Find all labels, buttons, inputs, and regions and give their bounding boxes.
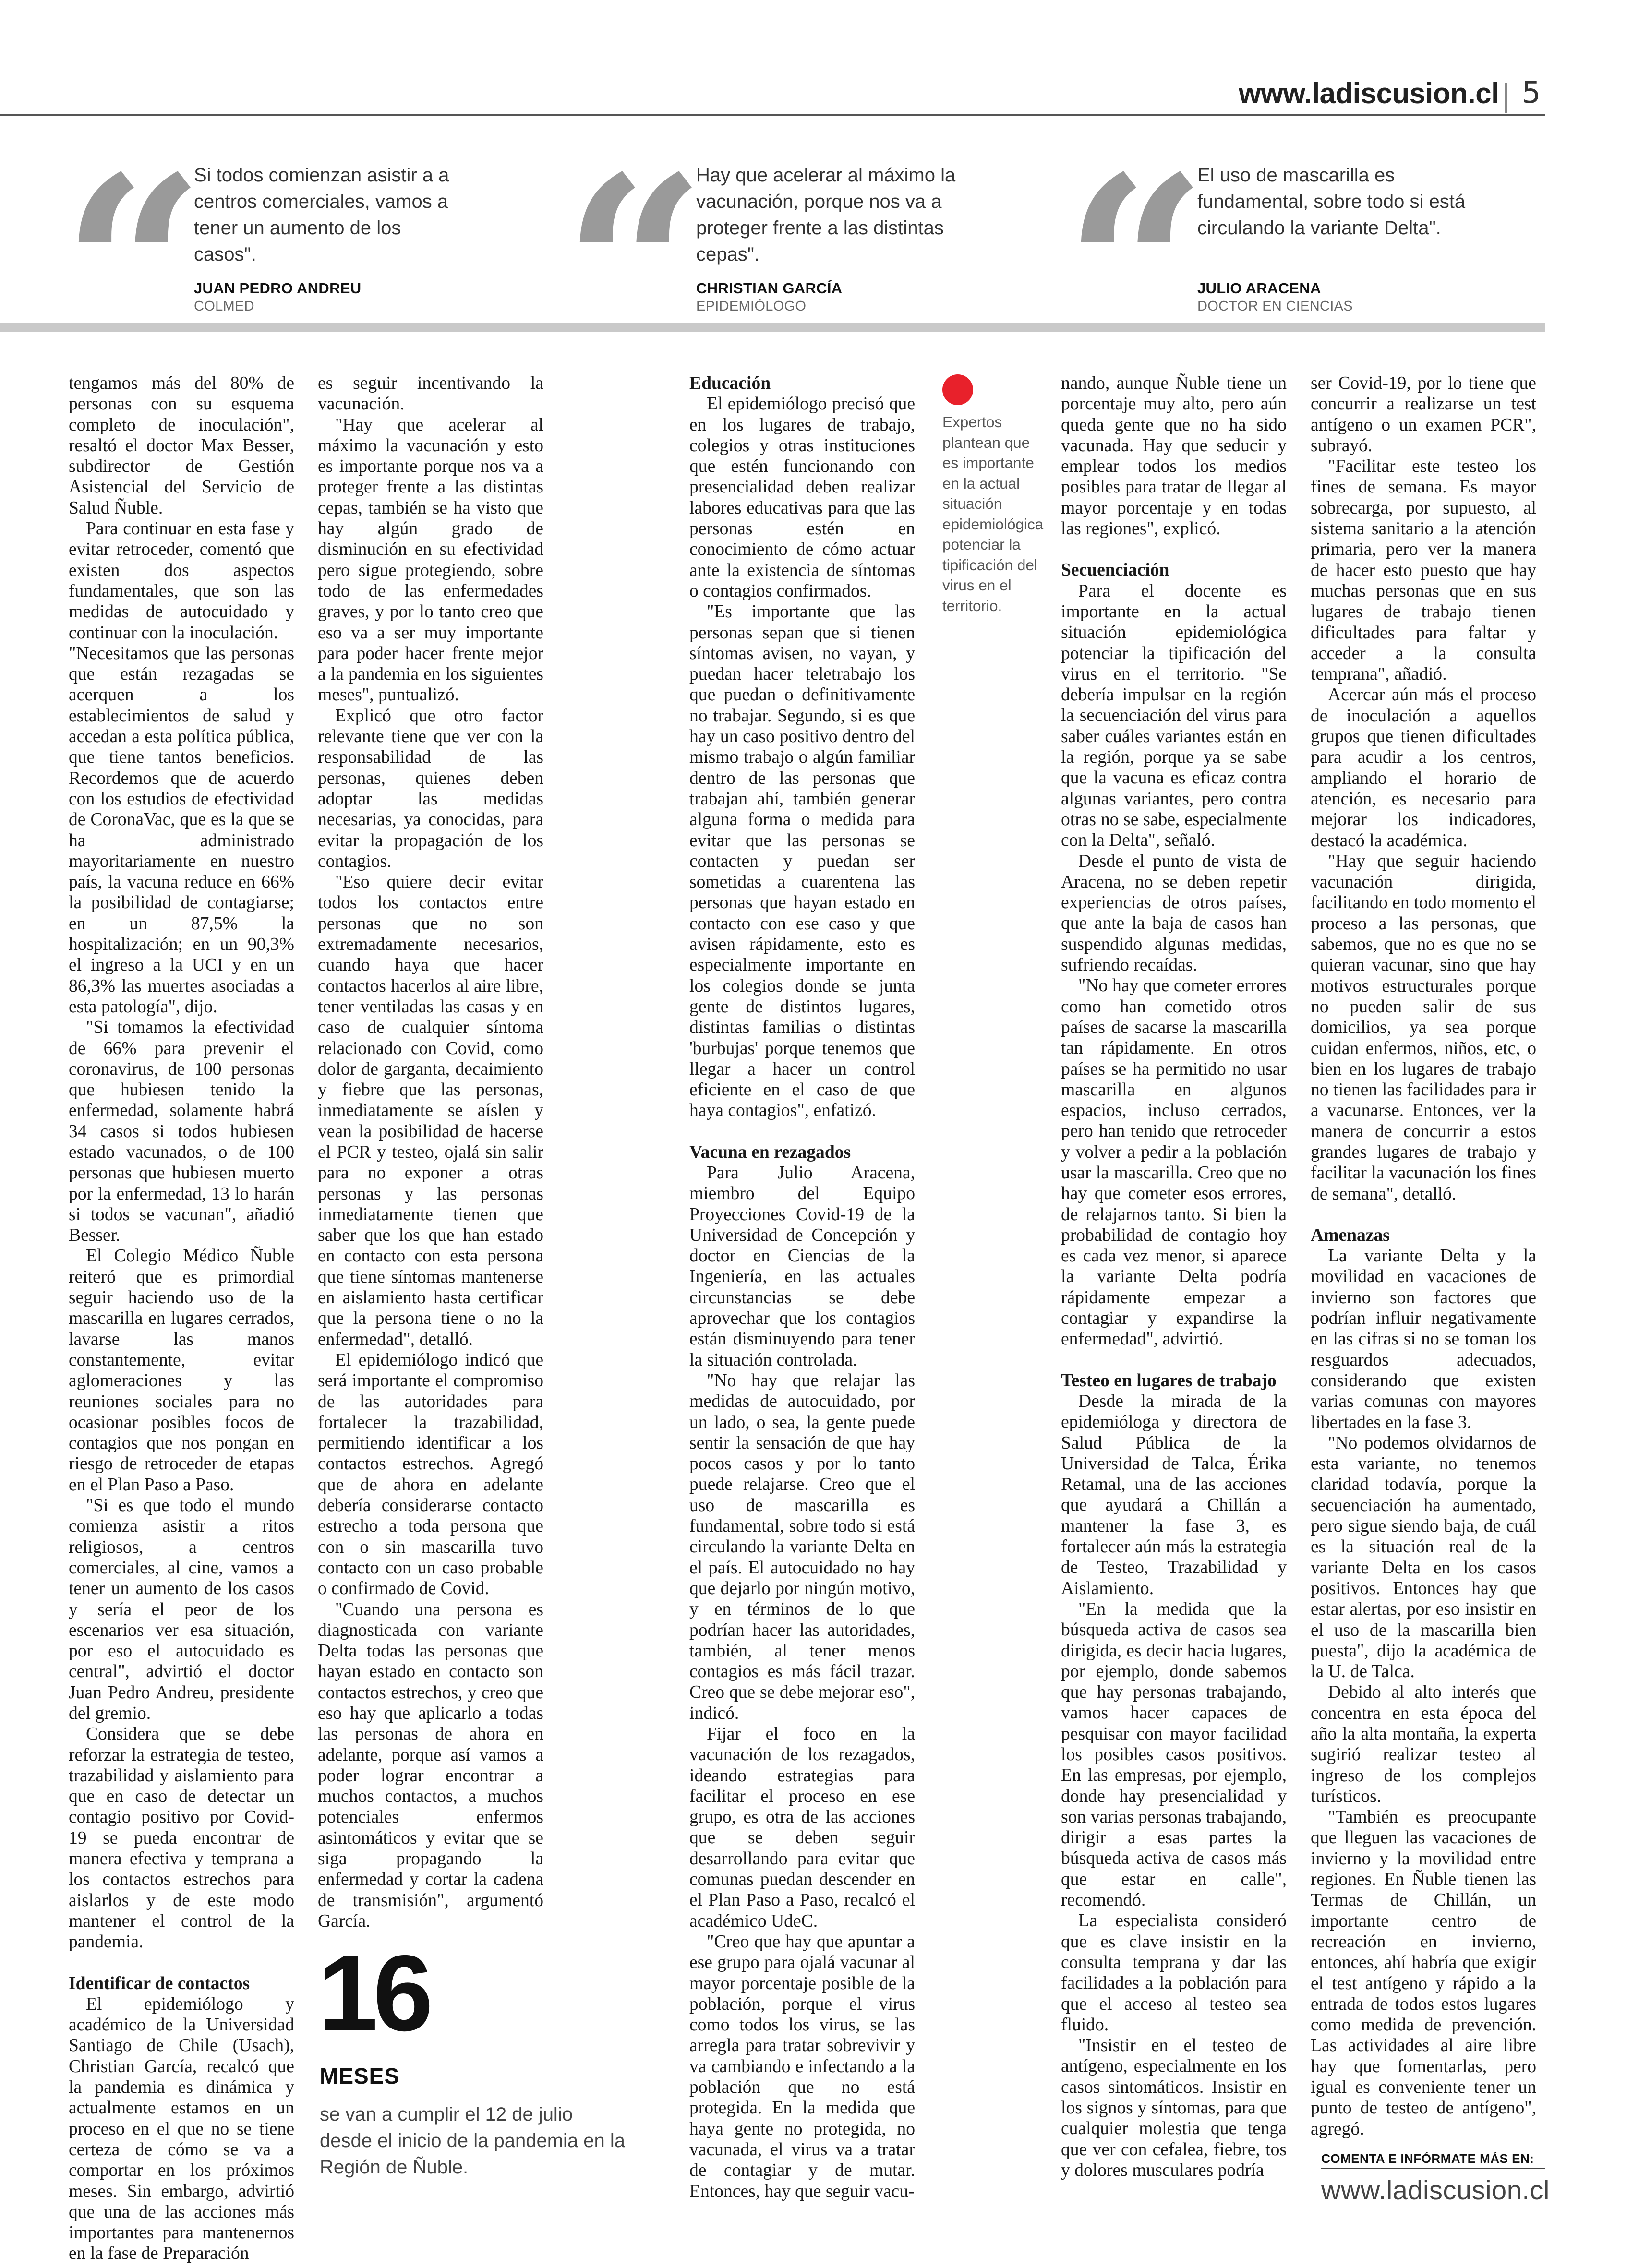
page-number: 5	[1522, 75, 1541, 110]
quote-mark-icon	[1064, 144, 1207, 269]
quote-mark-icon	[61, 144, 205, 269]
footer-label: COMENTA E INFÓRMATE MÁS EN:	[1321, 2151, 1534, 2166]
section-heading: Educación	[689, 373, 771, 393]
header-separator	[1505, 83, 1507, 113]
quote-3-role: DOCTOR EN CIENCIAS	[1197, 299, 1353, 314]
paragraph: La especialista consideró que es clave insistir en la consulta temprana y dar las facilidades a la población para que el acceso al testeo sea fluido.	[1061, 1911, 1287, 2035]
paragraph: Desde el punto de vista de Aracena, no se deben repetir experiencias de otros países, que ante la baja de casos han suspendido algunas medidas, sufriendo recaídas.	[1061, 851, 1287, 975]
section-heading: Vacuna en rezagados	[689, 1142, 851, 1162]
section-heading: Secuenciación	[1061, 560, 1169, 580]
stat-unit: MESES	[320, 2064, 400, 2088]
paragraph: Para el docente es importante en la actual situación epidemiológica potenciar la tipificación del virus en el territorio. "Se debería impulsar en la región la secuenciación del virus para saber cuáles variantes están en la región, porque ya se sabe que la vacuna es eficaz contra algunas variantes, pero contra otras no se sabe, especialmente con la Delta", señaló.	[1061, 581, 1287, 851]
paragraph: "Cuando una persona es diagnosticada con variante Delta todas las personas que hayan estado en contacto son contactos estrechos, y creo que eso hay que aplicarlo a todas las personas de ahora en adelante, porque así vamos a poder lograr encontrar a muchos contactos, a muchos potenciales enfermos asintomáticos y evitar que se siga propagando la enfermedad y cortar la cadena de transmisión", argumentó García.	[318, 1599, 543, 1931]
paragraph: "Es importante que las personas sepan que si tienen síntomas avisen, no vayan, y puedan hacer teletrabajo los que puedan o definitivamente no trabajar. Segundo, si es que hay un caso positivo dentro del mismo trabajo o algún familiar dentro de las personas que trabajan ahí, también generar alguna forma o medida para evitar que las personas se contacten y puedan ser sometidas a cuarentena las personas que hayan estado en contacto con ese caso y que avisen rápidamente, esto es especialmente importante en los colegios donde se junta gente de distintos lugares, distintas familias o distintas 'burbujas' porque tenemos que llegar a hacer un control eficiente en el caso de que haya contagios", enfatizó.	[689, 602, 915, 1121]
footer-url[interactable]: www.ladiscusion.cl	[1321, 2175, 1550, 2205]
header-rule	[0, 114, 1545, 116]
sidebar-note: Expertos plantean que es importante en la actual situación epidemiológica potenciar la tipificación del virus en el territorio.	[942, 413, 1044, 614]
quote-2-name: CHRISTIAN GARCÍA	[696, 280, 843, 297]
paragraph: El epidemiólogo indicó que será importante el compromiso de las autoridades para fortalecer la trazabilidad, permitiendo identificar a los contactos estrechos. Agregó que de ahora en adelante debería considerarse contacto estrecho a toda persona que con o sin mascarilla tuvo contacto con un caso probable o confirmado de Covid.	[318, 1350, 543, 1599]
paragraph: "No podemos olvidarnos de esta variante, no tenemos claridad todavía, porque la secuenciación ha aumentado, pero sigue siendo baja, de cuál es la situación real de la variante Delta en los casos positivos. Entonces hay que estar alertas, por eso insistir en el uso de la mascarilla bien puesta", dijo la académica de la U. de Talca.	[1311, 1433, 1536, 1682]
paragraph: "Creo que hay que apuntar a ese grupo para ojalá vacunar al mayor porcentaje posible de la población, porque el virus como todos los virus, se las arregla para tratar sobrevivir y va cambiando e infectando a la población que no está protegida. En la medida que haya gente no protegida, no vacunada, el virus va a tratar de contagiar y de mutar. Entonces, hay que seguir vacu-	[689, 1932, 915, 2201]
paragraph: ser Covid-19, por lo tiene que concurrir a realizarse un test antígeno o un examen PCR", subrayó.	[1311, 373, 1536, 456]
quotes-divider	[0, 323, 1545, 332]
paragraph: es seguir incentivando la vacunación.	[318, 373, 543, 414]
paragraph: Considera que se debe reforzar la estrategia de testeo, trazabilidad y aislamiento para que en caso de detectar un contagio positivo por Covid-19 se pueda encontrar de manera efectiva y temprana a los contactos estrechos para aislarlos y de este modo mantener el control de la pandemia.	[69, 1724, 294, 1952]
quote-1-text: Si todos comienzan asistir a a centros comerciales, vamos a tener un aumento de los casos".	[194, 165, 449, 265]
article-column-5	[1311, 373, 1536, 2139]
paragraph: El epidemiólogo y académico de la Universidad Santiago de Chile (Usach), Christian García, recalcó que la pandemia es dinámica y actualmente estamos en un proceso en el que no se tiene certeza de cómo se va a comportar en los próximos meses. Sin embargo, advirtió que una de las acciones más importantes para mantenernos en la fase de Preparación	[69, 1994, 294, 2264]
quote-2-role: EPIDEMIÓLOGO	[696, 299, 807, 314]
paragraph: "En la medida que la búsqueda activa de casos sea dirigida, es decir hacia lugares, por ejemplo, donde sabemos que hay personas trabajando, vamos hacer capaces de pesquisar con mayor facilidad los posibles casos positivos. En las empresas, por ejemplo, donde hay presencialidad y son varias personas trabajando, dirigir a esas partes la búsqueda activa de casos más que estar en calle", recomendó.	[1061, 1599, 1287, 1910]
paragraph: Fijar el foco en la vacunación de los rezagados, ideando estrategias para facilitar el proceso en ese grupo, es otra de las acciones que se deben seguir desarrollando para evitar que comunas puedan descender en el Plan Paso a Paso, recalcó el académico UdeC.	[689, 1724, 915, 1931]
article-column-1	[69, 373, 294, 2264]
paragraph: "Hay que acelerar al máximo la vacunación y esto es importante porque nos va a proteger frente a las distintas cepas, también se ha visto que hay algún grado de disminución en su efectividad pero sigue protegiendo, sobre todo de las enfermedades graves, y por lo tanto creo que eso va a ser muy importante para poder hacer frente mejor a la pandemia en los siguientes meses", puntualizó.	[318, 415, 543, 705]
paragraph: nando, aunque Ñuble tiene un porcentaje muy alto, pero aún queda gente que no ha sido vacunada. Hay que seducir y emplear todos los medios posibles para tratar de llegar al mayor porcentaje y en todas las regiones", explicó.	[1061, 373, 1287, 539]
paragraph: Acercar aún más el proceso de inoculación a aquellos grupos que tienen dificultades para acudir a los centros, ampliando el horario de atención, es necesario para mejorar los indicadores, destacó la académica.	[1311, 685, 1536, 851]
footer-rule	[1321, 2168, 1545, 2169]
paragraph: El Colegio Médico Ñuble reiteró que es primordial seguir haciendo uso de la mascarilla en lugares cerrados, lavarse las manos constantemente, evitar aglomeraciones y las reuniones sociales para no ocasionar posibles focos de contagios que nos pongan en riesgo de retroceder de etapas en el Plan Paso a Paso.	[69, 1246, 294, 1495]
quote-mark-icon	[563, 144, 706, 269]
stat-number: 16	[318, 1932, 429, 2053]
paragraph: "Si es que todo el mundo comienza asistir a ritos religiosos, a centros comerciales, al cine, vamos a tener un aumento de los casos y sería el peor de los escenarios ver esa situación, por eso el autocuidado es central", advirtió el doctor Juan Pedro Andreu, presidente del gremio.	[69, 1496, 294, 1723]
paragraph: Desde la mirada de la epidemióloga y directora de Salud Pública de la Universidad de Talca, Érika Retamal, una de las acciones que ayudará a Chillán a mantener la fase 3, es fortalecer aún más la estrategia de Testeo, Trazabilidad y Aislamiento.	[1061, 1391, 1287, 1598]
paragraph: Explicó que otro factor relevante tiene que ver con la responsabilidad de las personas, quienes deben adoptar las medidas necesarias, ya conocidas, para evitar la propagación de los contagios.	[318, 706, 543, 871]
paragraph: "Necesitamos que las personas que están rezagadas se acerquen a los establecimientos de salud y accedan a esta política pública, que tiene tantos beneficios. Recordemos que de acuerdo con los estudios de efectividad de CoronaVac, que es la que se ha administrado mayoritariamente en nuestro país, la vacuna reduce en 66% la posibilidad de contagiarse; en un 87,5% la hospitalización; en un 90,3% el ingreso a la UCI y en un 86,3% las muertes asociadas a esta patología", dijo.	[69, 643, 294, 1017]
paragraph: "No hay que relajar las medidas de autocuidado, por un lado, o sea, la gente puede sentir la sensación de que hay pocos casos y por lo tanto puede relajarse. Creo que el uso de mascarilla es fundamental, sobre todo si está circulando la variante Delta en el país. El autocuidado no hay que dejarlo por ningún motivo, y en términos de lo que podrían hacer las autoridades, también, al tener menos contagios es más fácil trazar. Creo que se debe mejorar eso", indicó.	[689, 1370, 915, 1723]
quote-1-role: COLMED	[194, 299, 254, 314]
paragraph: "Hay que seguir haciendo vacunación dirigida, facilitando en todo momento el proceso a las personas, que sabemos, que no es que no se quieran vacunar, sino que hay motivos estructurales porque no pueden salir de sus domicilios, ya sea porque cuidan enfermos, niños, etc, o bien en los lugares de trabajo no tienen las facilidades para ir a vacunarse. Entonces, ver la manera de concurrir a estos grandes lugares de trabajo y facilitar la vacunación los fines de semana", detalló.	[1311, 851, 1536, 1204]
paragraph: "Insistir en el testeo de antígeno, especialmente en los casos sintomáticos. Insistir en los signos y síntomas, para que cualquier molestia que tenga que ver con cefalea, fiebre, tos y dolores musculares podría	[1061, 2036, 1287, 2180]
paragraph: tengamos más del 80% de personas con su esquema completo de inoculación", resaltó el doctor Max Besser, subdirector de Gestión Asistencial del Servicio de Salud Ñuble.	[69, 373, 294, 518]
paragraph: La variante Delta y la movilidad en vacaciones de invierno son factores que podrían influir negativamente en las cifras si no se toman los resguardos adecuados, considerando que existen varias comunas con mayores libertades en la fase 3.	[1311, 1246, 1536, 1432]
quote-2-text: Hay que acelerar al máximo la vacunación, porque nos va a proteger frente a las distintas cepas".	[696, 165, 956, 265]
site-url[interactable]: www.ladiscusion.cl	[1239, 77, 1499, 109]
quote-3-text: El uso de mascarilla es fundamental, sobre todo si está circulando la variante Delta".	[1197, 165, 1466, 239]
quote-3-name: JULIO ARACENA	[1197, 280, 1321, 297]
paragraph: "También es preocupante que lleguen las vacaciones de invierno y la movilidad entre regiones. En Ñuble tienen las Termas de Chillán, un importante centro de recreación en invierno, entonces, ahí habría que exigir el test antígeno y rápido a la entrada de todos estos lugares como medida de prevención. Las actividades al aire libre hay que fomentarlas, pero igual es conveniente tener un punto de testeo de antígeno", agregó.	[1311, 1807, 1536, 2139]
paragraph: "Eso quiere decir evitar todos los contactos entre personas que no son extremadamente necesarios, cuando haya que hacer contactos hacerlos al aire libre, tener ventiladas las casas y en caso de cualquier síntoma relacionado con Covid, como dolor de garganta, decaimiento y fiebre que las personas, inmediatamente se aíslen y vean la posibilidad de hacerse el PCR y testeo, ojalá sin salir para no exponer a otras personas y las personas inmediatamente tienen que saber que los que han estado en contacto con esta persona que tiene síntomas mantenerse en aislamiento hasta certificar que la persona tiene o no la enfermedad", detalló.	[318, 872, 543, 1349]
paragraph: El epidemiólogo precisó que en los lugares de trabajo, colegios y otras instituciones que estén funcionando con presencialidad deben realizar labores educativas para que las personas estén en conocimiento de cómo actuar ante la existencia de síntomas o contagios confirmados.	[689, 394, 915, 601]
section-heading: Amenazas	[1311, 1225, 1390, 1245]
section-heading: Testeo en lugares de trabajo	[1061, 1370, 1277, 1391]
section-heading: Identificar de contactos	[69, 1973, 250, 1993]
paragraph: Debido al alto interés que concentra en esta época del año la alta montaña, la experta sugirió realizar testeo al ingreso de los complejos turísticos.	[1311, 1682, 1536, 1806]
red-bullet-icon	[942, 374, 973, 405]
paragraph: Para continuar en esta fase y evitar retroceder, comentó que existen dos aspectos fundamentales, que son las medidas de autocuidado y continuar con la inoculación.	[69, 519, 294, 643]
quote-1-name: JUAN PEDRO ANDREU	[194, 280, 362, 297]
paragraph: Para Julio Aracena, miembro del Equipo Proyecciones Covid-19 de la Universidad de Concepción y doctor en Ciencias de la Ingeniería, en las actuales circunstancias se debe aprovechar que los contagios están disminuyendo para tener la situación controlada.	[689, 1163, 915, 1370]
paragraph: "Si tomamos la efectividad de 66% para prevenir el coronavirus, de 100 personas que hubiesen tenido la enfermedad, solamente habrá 34 casos si todos hubiesen estado vacunados, o de 100 personas que hubiesen muerto por la enfermedad, 13 lo harán si todos se vacunan", añadió Besser.	[69, 1018, 294, 1246]
stat-caption: se van a cumplir el 12 de julio desde el inicio de la pandemia en la Región de Ñuble.	[320, 2104, 625, 2178]
article-column-3	[689, 373, 915, 2202]
paragraph: "Facilitar este testeo los fines de semana. Es mayor sobrecarga, por supuesto, al sistema sanitario a la atención primaria, pero ver la manera de hacer esto puesto que hay muchas personas que en sus lugares de trabajo tienen dificultades para faltar y acceder a la consulta temprana", añadió.	[1311, 456, 1536, 684]
article-column-4	[1061, 373, 1287, 2181]
paragraph: "No hay que cometer errores como han cometido otros países de sacarse la mascarilla tan rápidamente. En otros países se ha permitido no usar mascarilla en algunos espacios, incluso cerrados, pero han tenido que retroceder y volver a pedir a la población usar la mascarilla. Creo que no hay que cometer esos errores, de relajarnos tanto. Si bien la probabilidad de contagio hoy es cada vez menor, si aparece la variante Delta podría rápidamente empezar a contagiar y expandirse la enfermedad", advirtió.	[1061, 976, 1287, 1349]
article-column-2	[318, 373, 543, 1932]
